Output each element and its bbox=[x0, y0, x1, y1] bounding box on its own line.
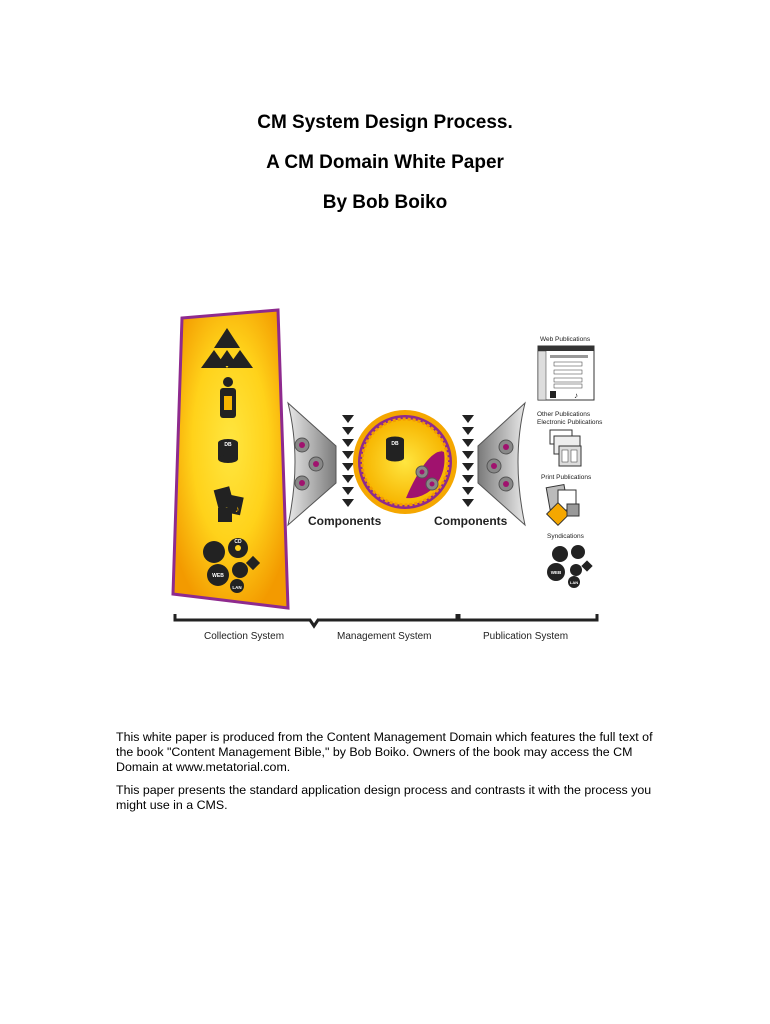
right-components-label: Components bbox=[434, 514, 508, 528]
lan-label: LAN bbox=[232, 585, 242, 590]
database-icon bbox=[218, 439, 238, 463]
collection-system-label: Collection System bbox=[204, 631, 285, 642]
management-hub bbox=[353, 410, 457, 514]
left-funnel bbox=[288, 403, 336, 525]
electronic-docs-icon bbox=[550, 430, 581, 466]
title-line-1: CM System Design Process. bbox=[257, 112, 513, 133]
electronic-publications-label: Electronic Publications bbox=[537, 419, 603, 426]
web-publications-label: Web Publications bbox=[540, 336, 591, 343]
web-label: WEB bbox=[212, 573, 224, 579]
management-system-label: Management System bbox=[337, 631, 432, 642]
intro-paragraph: This white paper is produced from the Content Management Domain which features the full text of the book "Content Management Bible," by Bob Boiko. Owners of the book may access the CM Domain at www.metatorial.com. bbox=[116, 730, 653, 774]
summary-paragraph: This paper presents the standard application design process and contrasts it with the process you might use in a CMS. bbox=[116, 783, 652, 812]
publication-system-label: Publication System bbox=[483, 631, 569, 642]
hub-database-icon bbox=[386, 437, 404, 462]
print-publications-label: Print Publications bbox=[541, 474, 592, 481]
system-braces bbox=[175, 614, 597, 626]
title-line-3: By Bob Boiko bbox=[322, 192, 448, 213]
db-label: DB bbox=[224, 442, 232, 448]
collection-panel bbox=[173, 310, 288, 608]
right-funnel bbox=[478, 403, 525, 525]
cd-label: CD bbox=[234, 539, 242, 545]
publications-column bbox=[537, 336, 603, 588]
left-arrow-column bbox=[342, 415, 354, 507]
syndications-cluster-icon bbox=[547, 545, 593, 588]
svg-text:♪: ♪ bbox=[574, 391, 578, 400]
left-components-label: Components bbox=[308, 514, 382, 528]
cm-system-diagram bbox=[170, 300, 610, 650]
web-page-icon bbox=[538, 346, 594, 400]
print-publications-icon bbox=[546, 485, 579, 526]
other-publications-label: Other Publications bbox=[537, 411, 591, 418]
syn-web-label: WEB bbox=[550, 570, 562, 575]
syn-lan-label: LAN bbox=[569, 580, 579, 585]
title-line-2: A CM Domain White Paper bbox=[266, 152, 504, 173]
syndications-label: Syndications bbox=[547, 533, 584, 540]
svg-text:♪: ♪ bbox=[235, 504, 240, 514]
db-label-center: DB bbox=[391, 441, 399, 447]
right-arrow-column bbox=[462, 415, 474, 507]
